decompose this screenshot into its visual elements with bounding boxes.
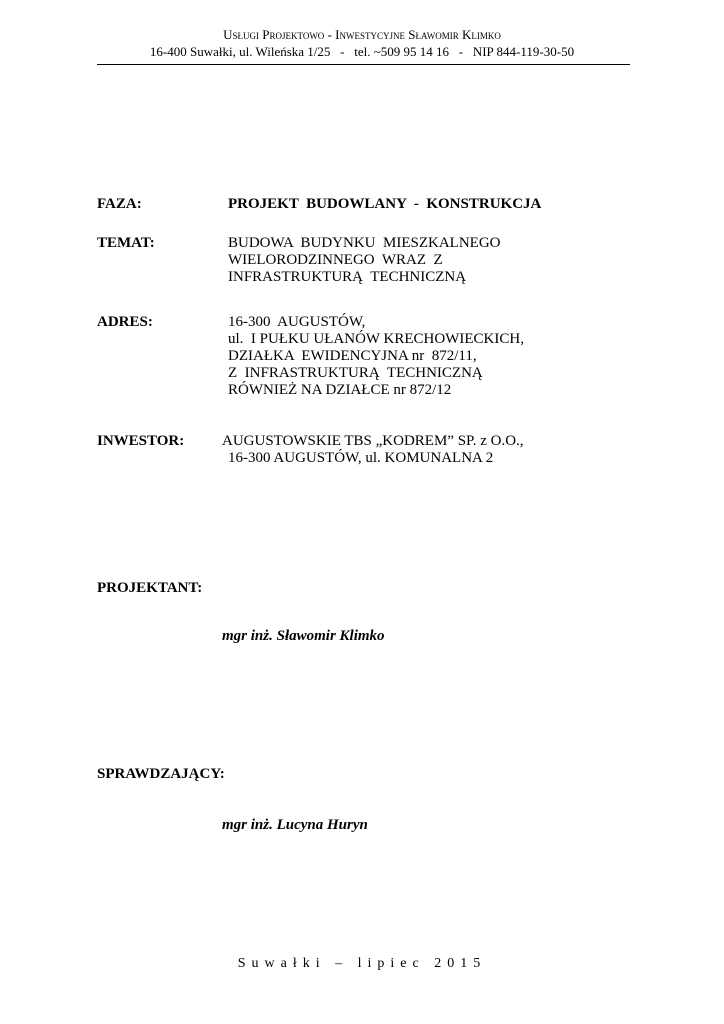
temat-line: INFRASTRUKTURĄ TECHNICZNĄ xyxy=(228,269,467,285)
adres-line: DZIAŁKA EWIDENCYJNA nr 872/11, xyxy=(228,348,477,364)
company-name-part-3: Sławomir Klimko xyxy=(404,27,501,42)
header-divider xyxy=(97,64,630,65)
temat-value xyxy=(228,235,501,286)
sprawdzajacy-label: SPRAWDZAJĄCY: xyxy=(97,766,225,782)
temat-line: WIELORODZINNEGO WRAZ Z xyxy=(228,252,443,268)
projektant-label: PROJEKTANT: xyxy=(97,580,203,596)
company-name xyxy=(0,27,724,43)
inwestor-value xyxy=(222,433,524,467)
inwestor-line: 16-300 AUGUSTÓW, ul. KOMUNALNA 2 xyxy=(228,450,494,466)
letterhead xyxy=(0,27,724,60)
adres-label: ADRES: xyxy=(97,314,153,330)
inwestor-line: AUGUSTOWSKIE TBS „KODREM” SP. z O.O., xyxy=(222,433,524,449)
inwestor-label: INWESTOR: xyxy=(97,433,185,449)
company-name-separator: - xyxy=(324,27,336,42)
company-name-part-1: Usługi Projektowo xyxy=(223,27,325,42)
adres-value xyxy=(228,314,524,399)
adres-line: 16-300 AUGUSTÓW, xyxy=(228,314,366,330)
company-name-part-2: Inwestycyjne xyxy=(335,27,405,42)
footer-place-date: Suwałki – lipiec 2015 xyxy=(237,956,487,971)
adres-line: ul. I PUŁKU UŁANÓW KRECHOWIECKICH, xyxy=(228,331,524,347)
faza-value: PROJEKT BUDOWLANY - KONSTRUKCJA xyxy=(228,196,542,212)
temat-label: TEMAT: xyxy=(97,235,155,251)
adres-line: RÓWNIEŻ NA DZIAŁCE nr 872/12 xyxy=(228,382,452,398)
projektant-name: mgr inż. Sławomir Klimko xyxy=(222,628,385,644)
sprawdzajacy-name: mgr inż. Lucyna Huryn xyxy=(222,817,368,833)
company-contact: 16-400 Suwałki, ul. Wileńska 1/25 - tel. ~509 95 14 16 - NIP 844-119-30-50 xyxy=(149,44,575,59)
adres-line: Z INFRASTRUKTURĄ TECHNICZNĄ xyxy=(228,365,483,381)
temat-line: BUDOWA BUDYNKU MIESZKALNEGO xyxy=(228,235,501,251)
faza-label: FAZA: xyxy=(97,196,142,212)
